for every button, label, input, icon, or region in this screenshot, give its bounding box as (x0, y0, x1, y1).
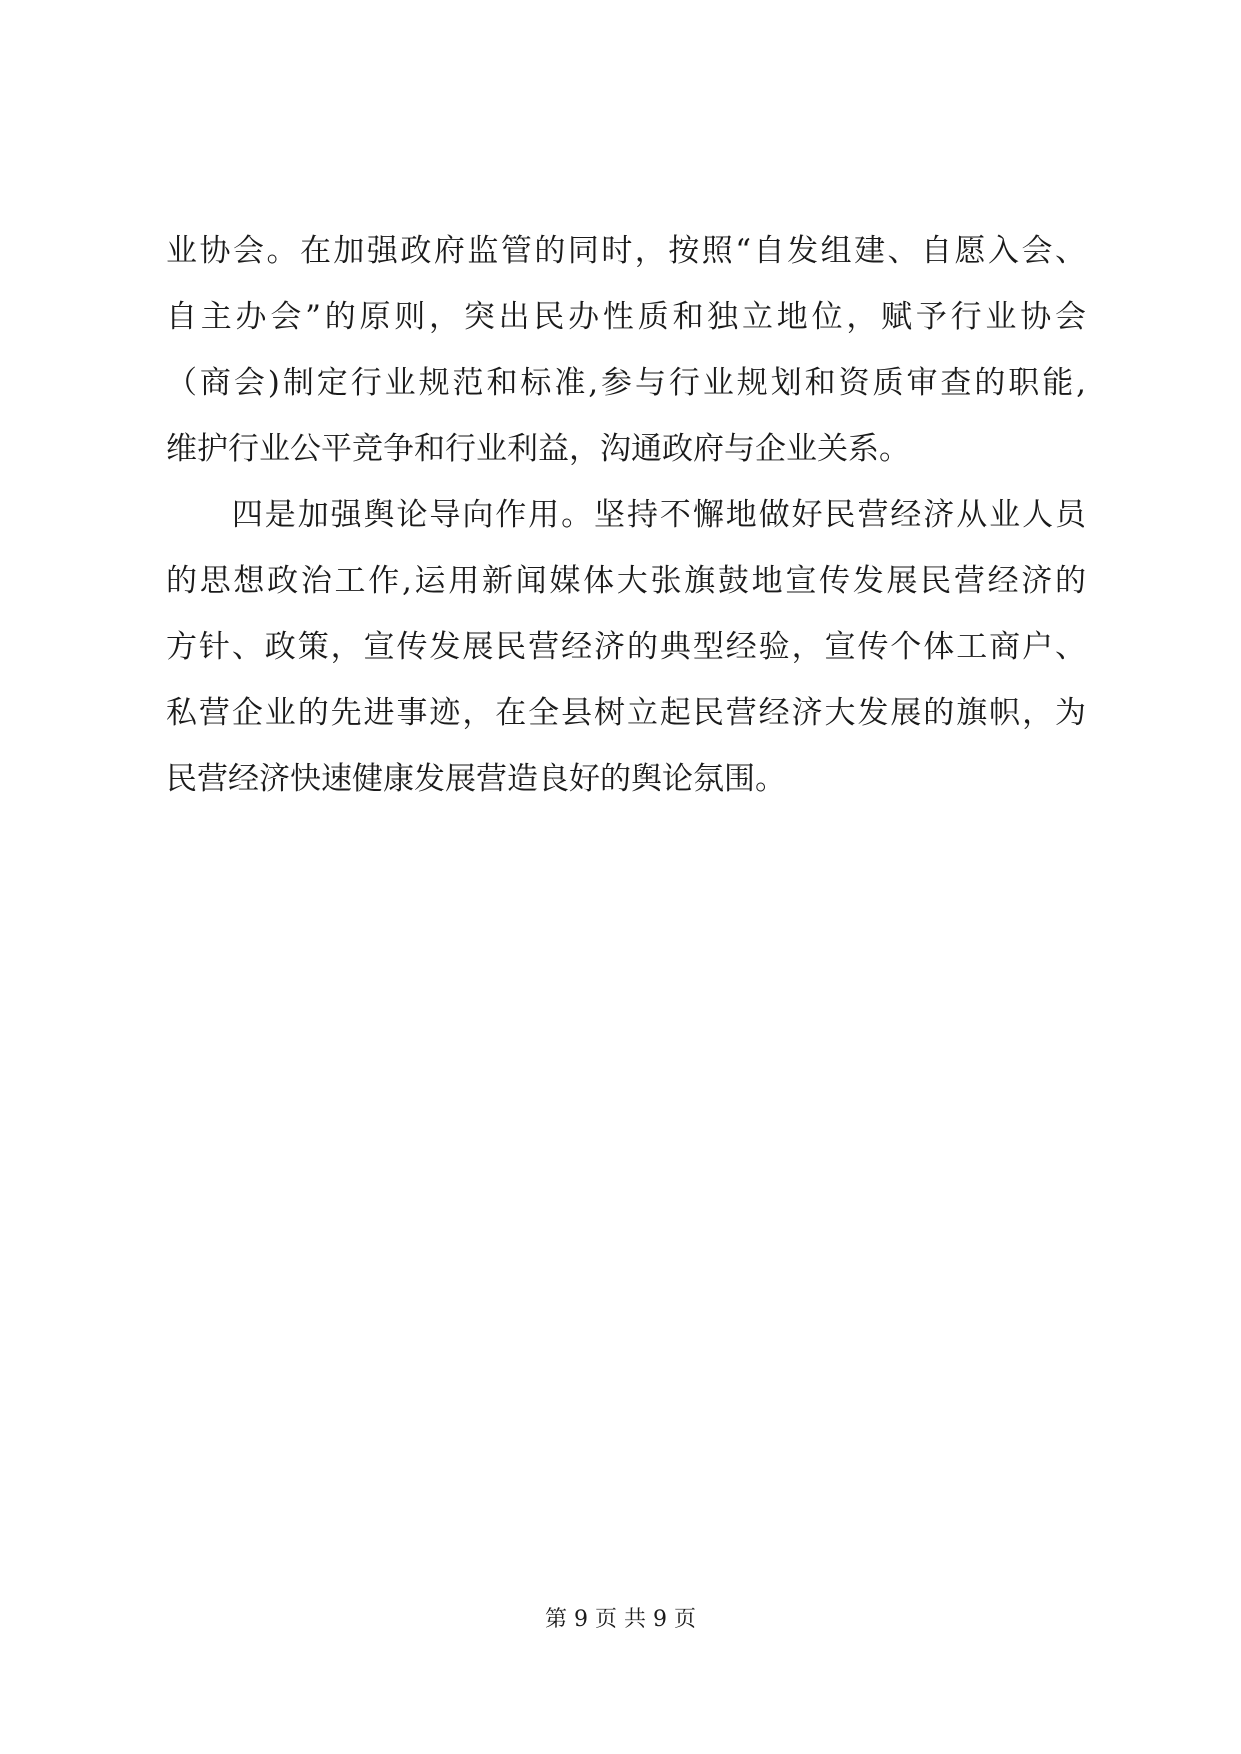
text-line: （商会)制定行业规范和标准,参与行业规划和资质审查的职能, (166, 365, 1086, 401)
text-line: 自主办会”的原则，突出民办性质和独立地位，赋予行业协会 (166, 299, 1086, 335)
text-line: 维护行业公平竞争和行业利益，沟通政府与企业关系。 (166, 431, 910, 467)
page-footer: 第 9 页 共 9 页 (545, 1607, 696, 1632)
text-line: 的思想政治工作,运用新闻媒体大张旗鼓地宣传发展民营经济的 (166, 563, 1086, 599)
body-text (166, 218, 1086, 812)
text-line: 业协会。在加强政府监管的同时，按照“自发组建、自愿入会、 (166, 233, 1086, 269)
text-line: 四是加强舆论导向作用。坚持不懈地做好民营经济从业人员 (166, 497, 1086, 533)
text-line: 私营企业的先进事迹，在全县树立起民营经济大发展的旗帜，为 (166, 695, 1086, 731)
text-line: 民营经济快速健康发展营造良好的舆论氛围。 (166, 761, 786, 797)
text-line: 方针、政策，宣传发展民营经济的典型经验，宣传个体工商户、 (166, 629, 1086, 665)
